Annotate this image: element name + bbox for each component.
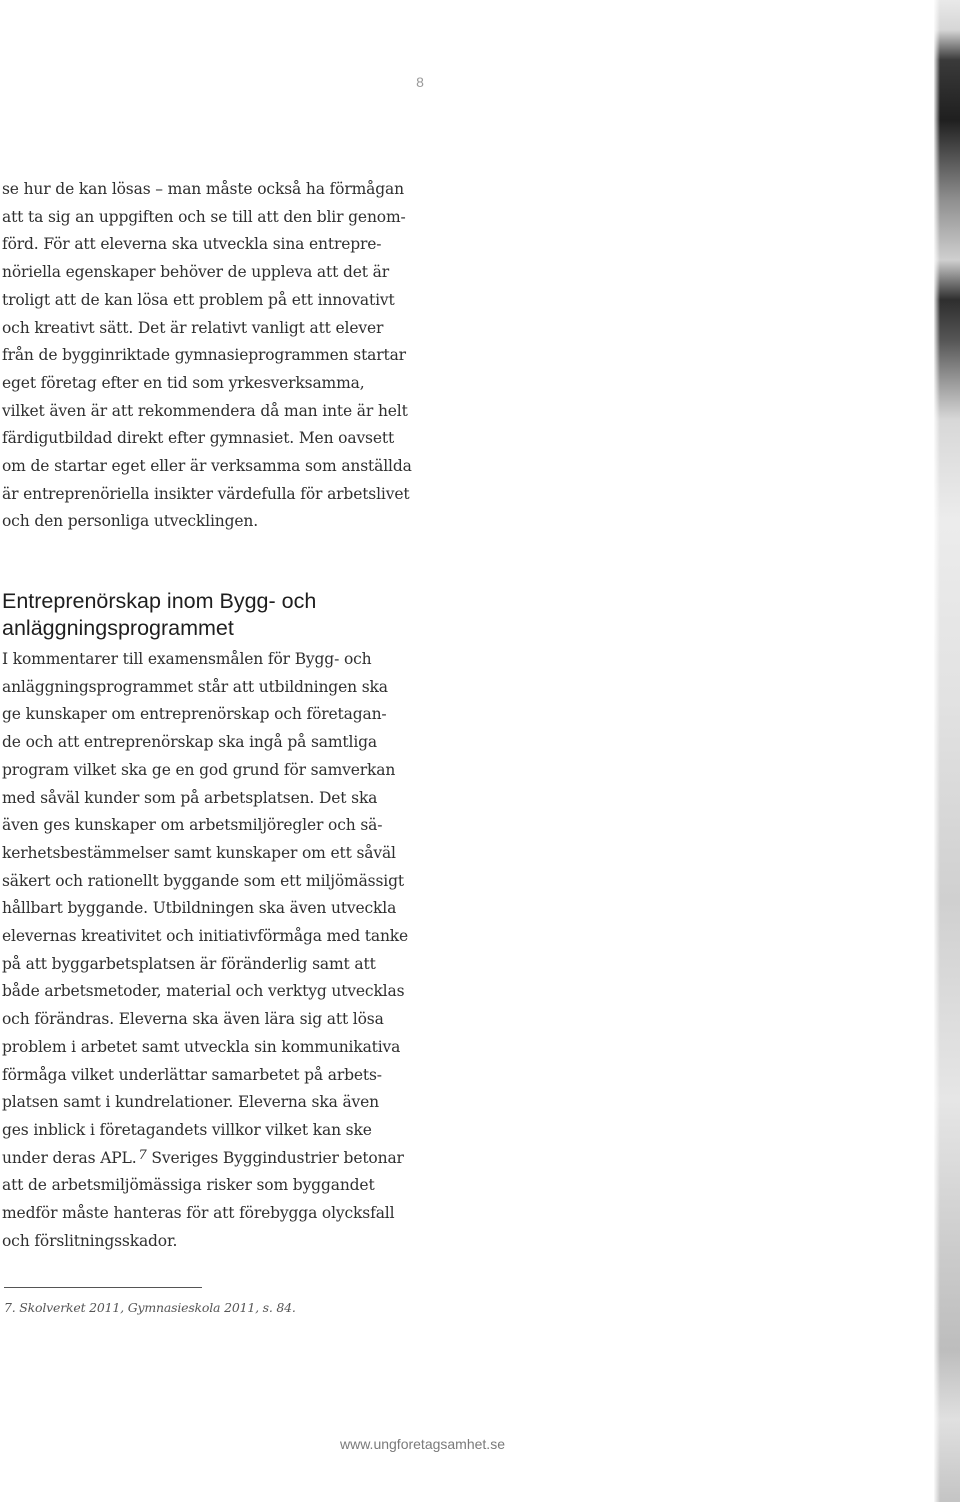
text-line: ge kunskaper om entreprenörskap och företagan- [2,705,387,724]
footnote: 7. Skolverket 2011, Gymnasieskola 2011, s. 84. [4,1300,296,1315]
text-line: om de startar eget eller är verksamma som anställda [2,457,412,476]
text-line: både arbetsmetoder, material och verktyg utvecklas [2,982,405,1001]
text-line: ges inblick i företagandets villkor vilket kan ske [2,1120,372,1139]
text-line: och förslitningsskador. [2,1231,178,1250]
text-line: hållbart byggande. Utbildningen ska även utveckla [2,899,397,918]
footnote-reference[interactable]: 7 [138,1147,147,1163]
body-paragraph-1 [2,176,412,536]
text-line: är entreprenöriella insikter värdefulla för arbetslivet [2,484,410,503]
text-line: troligt att de kan lösa ett problem på ett innovativt [2,290,395,309]
text-line-with-footnote [2,1145,412,1173]
text-line: platsen samt i kundrelationer. Eleverna ska även [2,1093,380,1112]
text-line: på att byggarbetsplatsen är föränderlig samt att [2,954,376,973]
text-line: I kommentarer till examensmålen för Bygg- och [2,650,372,668]
text-line: och kreativt sätt. Det är relativt vanligt att elever [2,318,384,337]
text-line: säkert och rationellt byggande som ett miljömässigt [2,871,404,890]
text-line: och förändras. Eleverna ska även lära sig att lösa [2,1010,384,1029]
heading-line: anläggningsprogrammet [2,616,234,640]
text-line: nöriella egenskaper behöver de uppleva att det är [2,263,389,282]
text-line: även ges kunskaper om arbetsmiljöregler och sä- [2,816,383,835]
text-line: vilket även är att rekommendera då man inte är helt [2,401,408,420]
text-line: att de arbetsmiljömässiga risker som byggandet [2,1176,375,1195]
text-line: från de bygginriktade gymnasieprogrammen startar [2,346,406,365]
text-fragment: under deras APL. [2,1148,137,1167]
footnote-divider [4,1287,202,1288]
text-line: se hur de kan lösas – man måste också ha förmågan [2,180,404,198]
text-line: program vilket ska ge en god grund för samverkan [2,760,396,779]
text-line: med såväl kunder som på arbetsplatsen. Det ska [2,788,378,807]
text-line: medför måste hanteras för att förebygga olycksfall [2,1204,395,1223]
text-line: att ta sig an uppgiften och se till att den blir genom- [2,207,406,226]
text-line: och den personliga utvecklingen. [2,512,259,531]
text-line: de och att entreprenörskap ska ingå på samtliga [2,733,377,752]
text-fragment: Sveriges Byggindustrier betonar [146,1148,404,1167]
text-line: elevernas kreativitet och initiativförmåga med tanke [2,927,409,946]
body-paragraph-2 [2,646,412,1255]
text-line: kerhetsbestämmelser samt kunskaper om ett såväl [2,843,396,862]
text-line: förmåga vilket underlättar samarbetet på arbets- [2,1065,382,1084]
text-line: anläggningsprogrammet står att utbildningen ska [2,677,388,696]
text-line: förd. För att eleverna ska utveckla sina entrepre- [2,235,382,254]
text-line: eget företag efter en tid som yrkesverksamma, [2,373,365,392]
section-heading [2,588,316,642]
heading-line: Entreprenörskap inom Bygg- och [2,589,317,613]
text-line: färdigutbildad direkt efter gymnasiet. Men oavsett [2,429,395,448]
edge-photo [934,0,960,1502]
page-number: 8 [416,74,424,90]
text-line: problem i arbetet samt utveckla sin kommunikativa [2,1037,401,1056]
website-url[interactable]: www.ungforetagsamhet.se [340,1436,505,1452]
